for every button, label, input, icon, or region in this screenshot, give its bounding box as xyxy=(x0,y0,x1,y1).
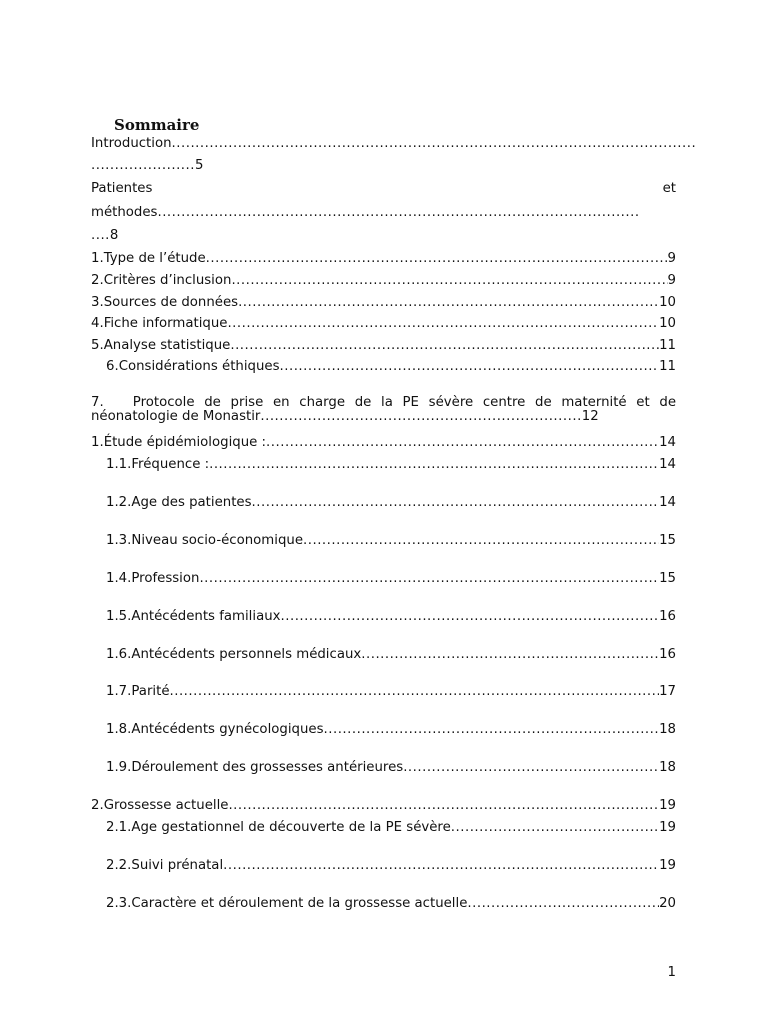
toc-entry[interactable]: 5. Analyse statistique ..... 11 xyxy=(91,338,676,354)
toc-entry-patientes-cont2: ....8 xyxy=(91,228,119,243)
toc-entry-etude[interactable]: 1. Étude épidémiologique : ..... 14 xyxy=(91,435,676,451)
toc-entry[interactable]: 1.2. Age des patientes ..... 14 xyxy=(106,495,676,511)
page-number: 1 xyxy=(667,965,676,980)
toc-entry-grossesse[interactable]: 2. Grossesse actuelle ..... 19 xyxy=(91,798,676,814)
toc-entry[interactable]: 1.6. Antécédents personnels médicaux ..... 16 xyxy=(106,647,676,663)
toc-entry[interactable]: 4. Fiche informatique ..... 10 xyxy=(91,316,676,332)
toc-entry[interactable]: 1.5. Antécédents familiaux ..... 16 xyxy=(106,609,676,625)
toc-title: Sommaire xyxy=(114,116,200,134)
toc-entry[interactable]: 1.9. Déroulement des grossesses antérieures ..... 18 xyxy=(106,760,676,776)
toc-entry[interactable]: 3. Sources de données ..... 10 xyxy=(91,295,676,311)
toc-entry-patientes[interactable]: Patientes et xyxy=(91,181,676,196)
toc-entry[interactable]: 2.1. Age gestationnel de découverte de la PE sévère ..... 19 xyxy=(106,820,676,836)
toc-entry-introduction[interactable]: Introduction............................................................................................................... xyxy=(91,136,697,151)
toc-entry[interactable]: 2.3. Caractère et déroulement de la grossesse actuelle ..... 20 xyxy=(106,896,676,912)
toc-entry[interactable]: 1.3. Niveau socio-économique ..... 15 xyxy=(106,533,676,549)
toc-entry[interactable]: 2. Critères d’inclusion ..... 9 xyxy=(91,273,676,289)
toc-entry[interactable]: 1.4. Profession ..... 15 xyxy=(106,571,676,587)
toc-entry[interactable]: 6. Considérations éthiques ..... 11 xyxy=(106,359,676,375)
toc-entry[interactable]: 1. Type de l’étude ..... 9 xyxy=(91,251,676,267)
toc-entry-page: 8 xyxy=(109,228,119,243)
toc-entry[interactable]: 1.8. Antécédents gynécologiques ..... 18 xyxy=(106,722,676,738)
toc-entry-page: 5 xyxy=(195,158,204,173)
toc-entry-introduction-cont: ......................5 xyxy=(91,158,204,173)
toc-entry-patientes-cont: méthodes...................................................................................................... xyxy=(91,205,640,220)
toc-entry[interactable]: 1.1. Fréquence : ..... 14 xyxy=(106,457,676,473)
toc-entry-label: Introduction xyxy=(91,136,172,151)
toc-entry[interactable]: 2.2. Suivi prénatal ..... 19 xyxy=(106,858,676,874)
toc-entry-protocole[interactable]: 7. Protocole de prise en charge de la PE sévère centre de maternité et de néonatologie de Monastir....................................................................12 xyxy=(91,395,677,424)
toc-entry[interactable]: 1.7. Parité ..... 17 xyxy=(106,684,676,700)
